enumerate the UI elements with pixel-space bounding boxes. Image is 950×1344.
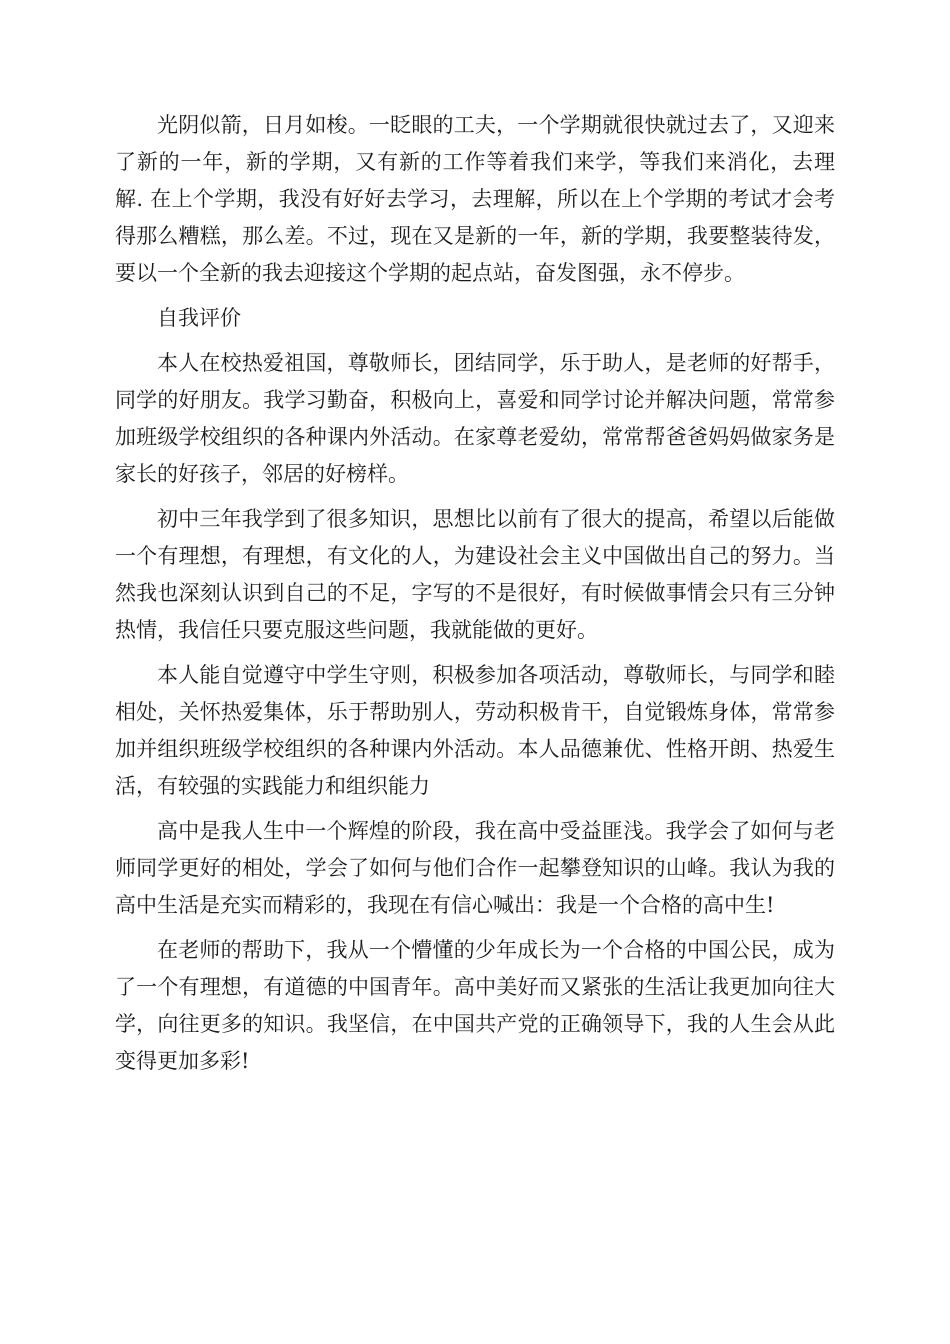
section-heading-self-evaluation: 自我评价: [157, 306, 241, 330]
paragraph-intro: 光阴似箭，日月如梭。一眨眼的工夫，一个学期就很快就过去了，又迎来了新的一年，新的学期，又有新的工作等着我们来学，等我们来消化，去理解. 在上个学期，我没有好好去学习，去理解，所以在上个学期的考试才会考得那么糟糕，那么差。不过，现在又是新的一年，新的学期，我要整装待发，要以一个全新的我去迎接这个学期的起点站，奋发图强，永不停步。: [115, 113, 835, 285]
document-body: [115, 107, 835, 1088]
paragraph-junior-high: 初中三年我学到了很多知识，思想比以前有了很大的提高，希望以后能做一个有理想，有理想，有文化的人，为建设社会主义中国做出自己的努力。当然我也深刻认识到自己的不足，字写的不是很好，有时候做事情会只有三分钟热情，我信任只要克服这些问题，我就能做的更好。: [115, 507, 835, 642]
paragraph-senior-high: 高中是我人生中一个辉煌的阶段，我在高中受益匪浅。我学会了如何与老师同学更好的相处，学会了如何与他们合作一起攀登知识的山峰。我认为我的高中生活是充实而精彩的，我现在有信心喊出：我是一个合格的高中生!: [115, 819, 835, 917]
paragraph-school-conduct: 本人在校热爱祖国，尊敬师长，团结同学，乐于助人，是老师的好帮手，同学的好朋友。我学习勤奋，积极向上，喜爱和同学讨论并解决问题，常常参加班级学校组织的各种课内外活动。在家尊老爱幼，常常帮爸爸妈妈做家务是家长的好孩子，邻居的好榜样。: [115, 351, 835, 486]
paragraph-conclusion: 在老师的帮助下，我从一个懵懂的少年成长为一个合格的中国公民，成为了一个有理想，有道德的中国青年。高中美好而又紧张的生活让我更加向往大学，向往更多的知识。我坚信，在中国共产党的正确领导下，我的人生会从此变得更加多彩!: [115, 938, 835, 1073]
paragraph-character: 本人能自觉遵守中学生守则，积极参加各项活动，尊敬师长，与同学和睦相处，关怀热爱集体，乐于帮助别人，劳动积极肯干，自觉锻炼身体，常常参加并组织班级学校组织的各种课内外活动。本人品德兼优、性格开朗、热爱生活，有较强的实践能力和组织能力: [115, 663, 835, 798]
